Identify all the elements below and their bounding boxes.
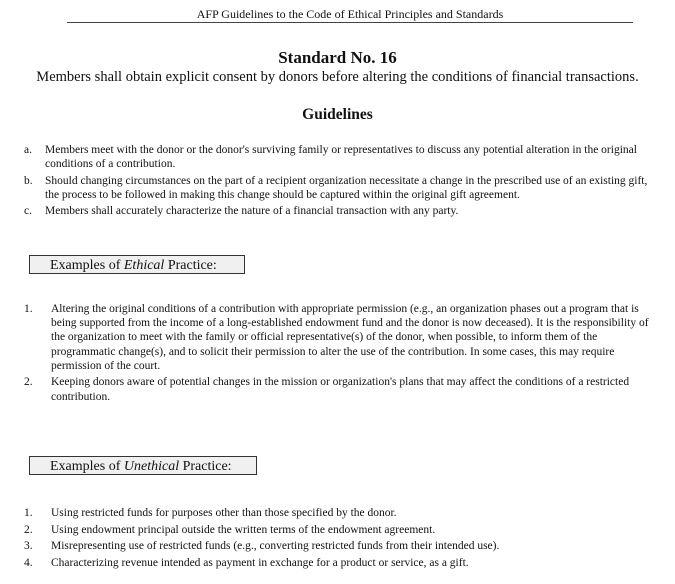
standard-title: Standard No. 16: [278, 48, 397, 67]
guideline-item: [24, 204, 664, 218]
list-marker: b.: [24, 174, 33, 187]
heading-suffix: Practice:: [179, 459, 232, 474]
guideline-text: Should changing circumstances on the part of a recipient organization necessitate a change in the prescribed use of an existing gift, the process to be followed in making this change should be captured within the original gift agreement.: [45, 174, 648, 201]
example-text: Misrepresenting use of restricted funds (e.g., converting restricted funds from their intended use).: [51, 540, 500, 552]
list-marker: 3.: [24, 540, 33, 552]
guideline-item: [24, 174, 664, 202]
ethical-examples-list: [24, 302, 664, 406]
ethical-example-item: [24, 375, 664, 403]
unethical-example-item: [24, 539, 664, 553]
list-marker: a.: [24, 144, 32, 156]
ethical-example-item: [24, 302, 664, 373]
guidelines-list: [24, 143, 664, 221]
heading-emphasis: Ethical: [123, 258, 165, 273]
list-marker: c.: [24, 205, 32, 218]
example-text: Using restricted funds for purposes other than those specified by the donor.: [51, 507, 397, 519]
guideline-text: Members shall accurately characterize the nature of a financial transaction with any party.: [45, 205, 459, 218]
list-marker: 1.: [24, 507, 33, 519]
running-header: AFP Guidelines to the Code of Ethical Principles and Standards: [67, 7, 633, 23]
heading-suffix: Practice:: [164, 258, 217, 273]
list-marker: 2.: [24, 376, 33, 389]
unethical-example-item: [24, 523, 664, 537]
example-text: Altering the original conditions of a contribution with appropriate permission (e.g., an organization phases out a program that is being supported from the income of a long-established endowment fund and the donor is now deceased). It is the responsibility of the organization to meet with the family or official representative(s) of the donor, when possible, to inform them of the programmatic change(s), and to solicit their permission to alter the use of the contribution. In some cases, this may require permission of the court.: [51, 303, 649, 372]
heading-prefix: Examples of: [50, 258, 124, 273]
unethical-examples-heading: [29, 456, 257, 475]
list-marker: 4.: [24, 556, 33, 569]
heading-prefix: Examples of: [50, 459, 124, 474]
list-marker: 1.: [24, 303, 33, 315]
list-marker: 2.: [24, 523, 33, 536]
ethical-examples-heading: [29, 255, 245, 274]
example-text: Characterizing revenue intended as payment in exchange for a product or service, as a gift.: [51, 556, 469, 569]
heading-emphasis: Unethical: [123, 459, 180, 474]
unethical-example-item: [24, 506, 664, 520]
standard-statement: Members shall obtain explicit consent by donors before altering the conditions of financial transactions.: [36, 69, 639, 85]
example-text: Keeping donors aware of potential changes in the mission or organization's plans that may affect the conditions of a restricted contribution.: [51, 376, 630, 403]
guidelines-heading: Guidelines: [302, 106, 373, 123]
unethical-examples-list: [24, 506, 664, 572]
unethical-example-item: [24, 556, 664, 570]
guideline-text: Members meet with the donor or the donor's surviving family or representatives to discuss any potential alteration in the original conditions of a contribution.: [45, 144, 637, 171]
guideline-item: [24, 143, 664, 171]
example-text: Using endowment principal outside the written terms of the endowment agreement.: [51, 523, 436, 536]
